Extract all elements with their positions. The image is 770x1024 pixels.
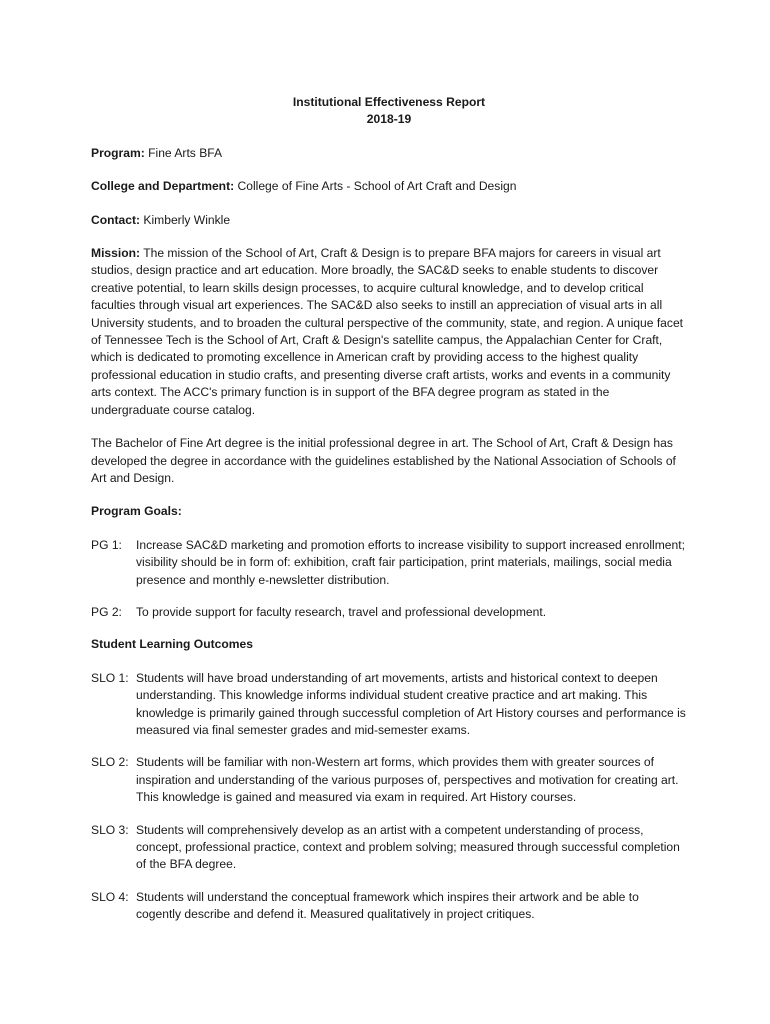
- mission-text: The mission of the School of Art, Craft & Design is to prepare BFA majors for careers in visual art studios, design practice and art education. More broadly, the SAC&D seeks to enable students to discover creative potential, to learn skills design processes, to acquire cultural knowledge, and to develop critical faculties through visual art experiences. The SAC&D also seeks to instill an appreciation of visual arts in all University students, and to broaden the cultural perspective of the community, state, and region. A unique facet of Tennessee Tech is the School of Art, Craft & Design's satellite campus, the Appalachian Center for Craft, which is dedicated to promoting excellence in American craft by providing access to the highest quality professional education in studio crafts, and presenting diverse craft artists, works and events in a community arts context. The ACC's primary function is in support of the BFA degree program as stated in the undergraduate course catalog.: [91, 246, 684, 417]
- college-field: [91, 178, 687, 195]
- program-goal-number: PG 1:: [91, 537, 122, 552]
- program-goal-item: [91, 537, 687, 589]
- slo-text: Students will understand the conceptual framework which inspires their artwork and be able to cogently describe and defend it. Measured qualitatively in project critiques.: [136, 889, 639, 922]
- slo-text: Students will comprehensively develop as an artist with a competent understanding of process, concept, professional practice, context and problem solving; measured through successful completion of the BFA degree.: [136, 822, 680, 872]
- mission-paragraph: [91, 245, 687, 419]
- slo-number: SLO 1:: [91, 670, 129, 685]
- contact-label: Contact:: [91, 212, 141, 227]
- bachelor-paragraph: The Bachelor of Fine Art degree is the initial professional degree in art. The School of Art, Craft & Design has developed the degree in accordance with the guidelines established by the National Association of Schools of Art and Design.: [91, 436, 676, 485]
- report-year: 2018-19: [366, 112, 412, 127]
- slo-number: SLO 2:: [91, 755, 129, 770]
- college-value: College of Fine Arts - School of Art Craft and Design: [234, 179, 517, 194]
- program-value: Fine Arts BFA: [144, 145, 223, 160]
- slo-heading: Student Learning Outcomes: [91, 637, 253, 652]
- program-goal-text: Increase SAC&D marketing and promotion efforts to increase visibility to support increased enrollment; visibility should be in form of: exhibition, craft fair participation, print materials, mailings, social media presence and monthly e-newsletter distribution.: [136, 537, 685, 587]
- slo-number: SLO 3:: [91, 822, 129, 837]
- program-label: Program:: [91, 145, 145, 160]
- program-field: [91, 145, 687, 162]
- slo-item: [91, 889, 687, 924]
- slo-item: [91, 822, 687, 874]
- program-goal-number: PG 2:: [91, 604, 122, 619]
- report-title: Institutional Effectiveness Report: [292, 95, 486, 109]
- slo-item: [91, 670, 687, 740]
- slo-text: Students will be familiar with non-Western art forms, which provides them with greater sources of inspiration and understanding of the various purposes of, perspectives and motivation for creating art. This knowledge is gained and measured via exam in required. Art History courses.: [136, 755, 679, 805]
- program-goal-item: [91, 604, 687, 621]
- program-goal-text: To provide support for faculty research, travel and professional development.: [136, 604, 547, 619]
- report-page: [91, 94, 687, 924]
- slo-text: Students will have broad understanding of art movements, artists and historical context to deepen understanding. This knowledge informs individual student creative practice and art making. This knowledge is primarily gained through successful completion of Art History courses and performance is measured via final semester grades and mid-semester exams.: [136, 670, 686, 737]
- contact-value: Kimberly Winkle: [140, 212, 231, 227]
- mission-label: Mission:: [91, 246, 141, 261]
- college-label: College and Department:: [91, 179, 235, 194]
- slo-item: [91, 754, 687, 806]
- program-goals-heading: Program Goals:: [91, 504, 182, 519]
- contact-field: [91, 212, 687, 229]
- slo-number: SLO 4:: [91, 889, 129, 904]
